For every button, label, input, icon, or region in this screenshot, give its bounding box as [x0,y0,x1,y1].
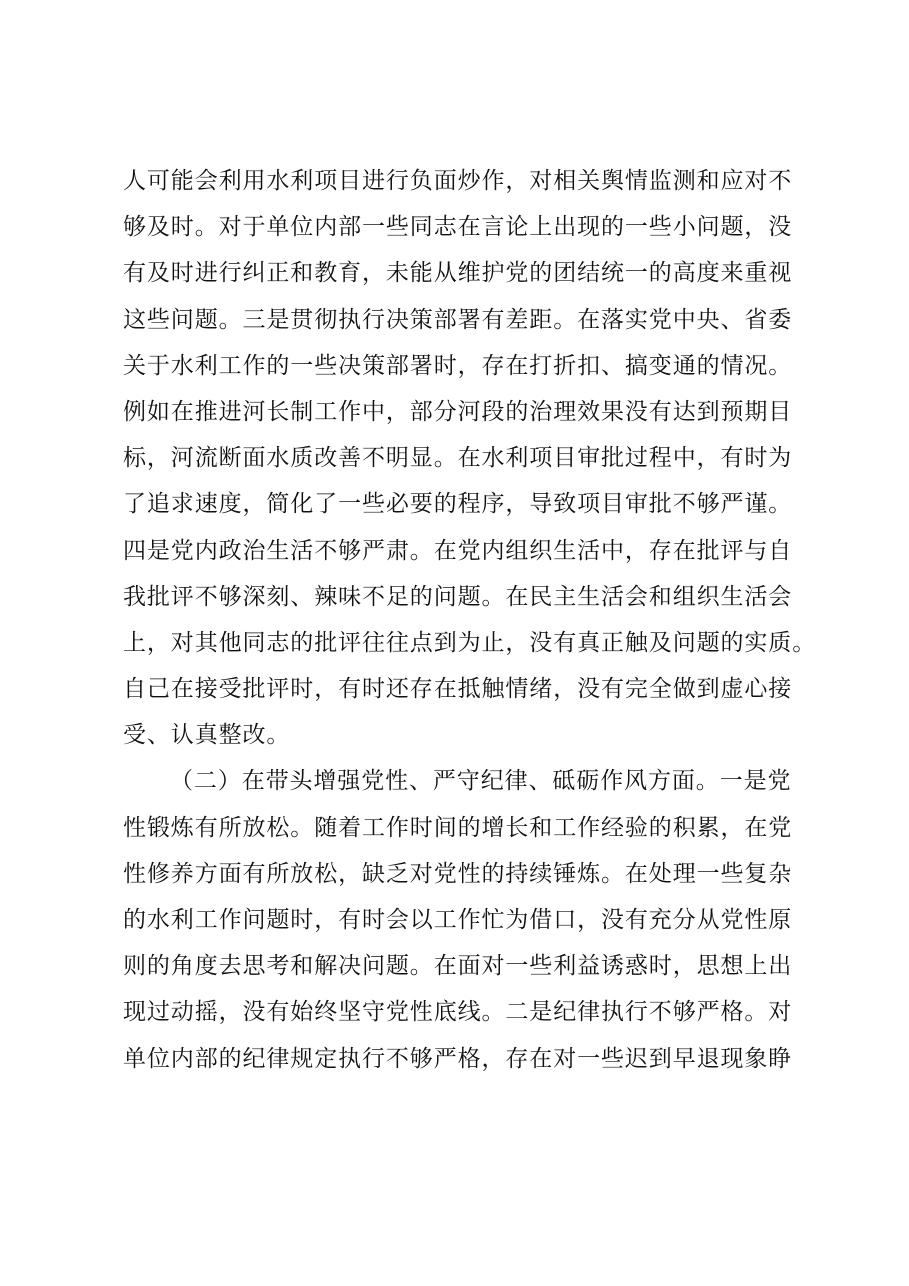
text-line: 标，河流断面水质改善不明显。在水利项目审批过程中，有时为 [123,445,793,472]
text-line: 这些问题。三是贯彻执行决策部署有差距。在落实党中央、省委 [123,306,793,333]
text-line: 有及时进行纠正和教育，未能从维护党的团结统一的高度来重视 [123,260,793,287]
text-line: 够及时。对于单位内部一些同志在言论上出现的一些小问题，没 [123,214,793,241]
text-line: 我批评不够深刻、辣味不足的问题。在民主生活会和组织生活会 [123,583,793,610]
text-line: 自己在接受批评时，有时还存在抵触情绪，没有完全做到虚心接 [123,676,793,703]
body-text [123,158,817,1082]
text-line: 现过动摇，没有始终坚守党性底线。二是纪律执行不够严格。对 [123,999,793,1026]
text-line: 例如在推进河长制工作中，部分河段的治理效果没有达到预期目 [123,398,793,425]
text-line: 性锻炼有所放松。随着工作时间的增长和工作经验的积累，在党 [123,814,793,841]
section-heading-line: （二）在带头增强党性、严守纪律、砥砺作风方面。一是党 [170,768,792,795]
text-line: 人可能会利用水利项目进行负面炒作，对相关舆情监测和应对不 [123,168,793,194]
text-line: 了追求速度，简化了一些必要的程序，导致项目审批不够严谨。 [123,491,793,518]
text-line: 上，对其他同志的批评往往点到为止，没有真正触及问题的实质。 [123,629,817,656]
text-line: 受、认真整改。 [123,722,291,749]
text-line: 四是党内政治生活不够严肃。在党内组织生活中，存在批评与自 [123,537,793,564]
text-line: 单位内部的纪律规定执行不够严格，存在对一些迟到早退现象睁 [123,1045,793,1072]
text-line: 则的角度去思考和解决问题。在面对一些利益诱惑时，思想上出 [123,953,793,980]
text-line: 性修养方面有所放松，缺乏对党性的持续锤炼。在处理一些复杂 [123,860,793,887]
text-line: 关于水利工作的一些决策部署时，存在打折扣、搞变通的情况。 [123,352,793,379]
text-line: 的水利工作问题时，有时会以工作忙为借口，没有充分从党性原 [123,907,793,933]
